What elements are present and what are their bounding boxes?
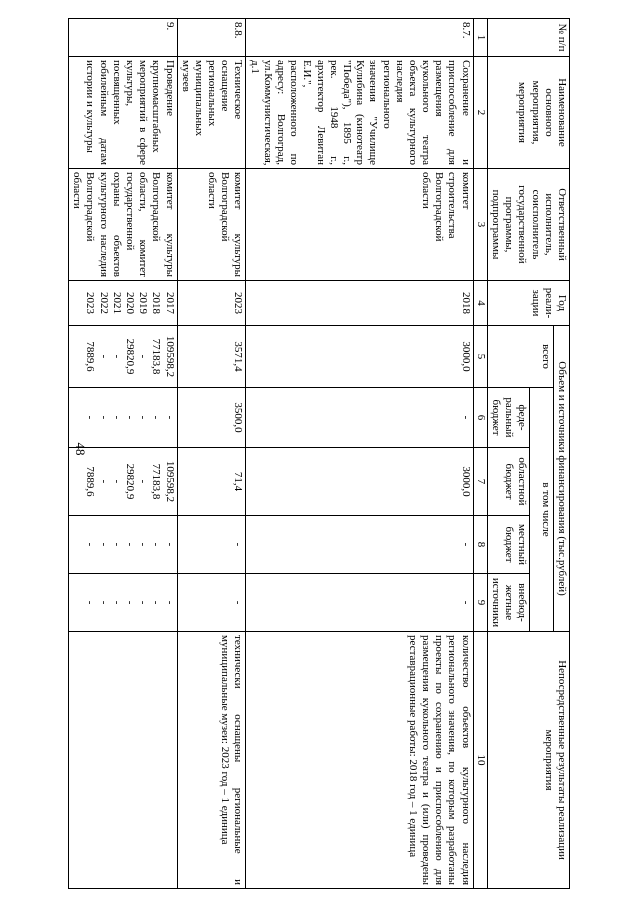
regional-value: - bbox=[97, 479, 110, 484]
col-number: 8 bbox=[473, 516, 487, 574]
total-value: 7889,6 bbox=[84, 341, 97, 372]
total-value: 29820,9 bbox=[124, 338, 136, 375]
header-funding: Объем и источники финансирования (тыс.рублей) bbox=[553, 326, 569, 632]
regional-value: 29820,9 bbox=[124, 463, 136, 500]
extra-cell bbox=[246, 574, 473, 632]
extra-value: - bbox=[137, 600, 150, 605]
total-value: 109598,2 bbox=[163, 335, 176, 378]
header-including: в том числе bbox=[530, 388, 553, 632]
total-cell bbox=[69, 326, 178, 388]
table-row bbox=[177, 19, 246, 889]
regional-value: 71,4 bbox=[232, 471, 245, 492]
regional-cell bbox=[177, 448, 246, 516]
local-value: - bbox=[110, 542, 123, 547]
executor-cell: комитет культуры Волгоградской области, комитет государственной охраны объектов культурного наследия Волгоградской области bbox=[69, 169, 178, 281]
regional-value: - bbox=[110, 479, 123, 484]
year-value: 2023 bbox=[84, 292, 97, 314]
header-total: всего bbox=[487, 326, 553, 388]
col-number: 1 bbox=[473, 19, 487, 57]
local-value: - bbox=[232, 542, 245, 547]
header-federal: феде-ральный бюджет bbox=[487, 388, 530, 448]
year-value: 2018 bbox=[150, 292, 163, 314]
header-local: местный бюджет bbox=[487, 516, 530, 574]
extra-value: - bbox=[459, 600, 472, 605]
extra-cell bbox=[69, 574, 178, 632]
header-year: Год реали-зации bbox=[487, 281, 569, 326]
federal-value: - bbox=[137, 415, 150, 420]
regional-value: 7889,6 bbox=[84, 466, 97, 497]
total-value: 3571,4 bbox=[232, 341, 245, 372]
extra-value: - bbox=[84, 600, 97, 605]
year-value: 2018 bbox=[459, 292, 472, 314]
extra-cell bbox=[177, 574, 246, 632]
header-name: Наименование основного мероприятия, мероприятия bbox=[487, 57, 569, 169]
col-number: 9 bbox=[473, 574, 487, 632]
years-cell bbox=[69, 281, 178, 326]
federal-value: - bbox=[97, 415, 110, 420]
table-row bbox=[69, 19, 178, 889]
col-number: 4 bbox=[473, 281, 487, 326]
col-number: 5 bbox=[473, 326, 487, 388]
local-value: - bbox=[163, 542, 176, 547]
regional-value: 109598,2 bbox=[163, 460, 176, 503]
rotated-page bbox=[70, 18, 570, 888]
federal-value: - bbox=[124, 415, 136, 420]
row-number: 8.7. bbox=[246, 19, 473, 57]
extra-value: - bbox=[110, 600, 123, 605]
regional-value: 77183,8 bbox=[150, 463, 163, 500]
extra-value: - bbox=[97, 600, 110, 605]
year-value: 2020 bbox=[124, 292, 136, 314]
col-number: 7 bbox=[473, 448, 487, 516]
local-value: - bbox=[137, 542, 150, 547]
results-cell: технически оснащены региональные и муниципальные музеи: 2023 год – 1 единица bbox=[177, 632, 246, 889]
federal-value: - bbox=[459, 415, 472, 420]
extra-value: - bbox=[124, 600, 136, 605]
row-number: 9. bbox=[69, 19, 178, 57]
total-value: - bbox=[110, 354, 123, 359]
activity-name: Проведение крупномасштабных мероприятий в сфере культуры, посвященных юбилейным датам истории и культуры bbox=[69, 57, 178, 169]
header-number: № п/п bbox=[487, 19, 569, 57]
federal-value: 3500,0 bbox=[232, 402, 245, 433]
year-value: 2017 bbox=[163, 292, 176, 314]
total-value: 3000,0 bbox=[459, 341, 472, 372]
program-table bbox=[68, 18, 570, 889]
activity-name: Сохранение и приспособление для размещения кукольного театра объекта культурного наследия регионального значения "Училище Кулибина (кинотеатр "Победа"), 1895 г., рек. 1948 г., архитектор Левитан Е.И.", расположенного по адресу: Волгоград, ул.Коммунистическая, д.1 bbox=[246, 57, 473, 169]
total-value: - bbox=[137, 354, 150, 359]
local-value: - bbox=[150, 542, 163, 547]
years-cell bbox=[177, 281, 246, 326]
results-cell: количество объектов культурного наследия регионального значения, по которым разработаны проекты по сохранению и приспособлению для размещения кукольного театра и (или) проведены реставрационные работы: 2018 год – 1 единица bbox=[246, 632, 473, 889]
total-cell bbox=[246, 326, 473, 388]
col-number: 10 bbox=[473, 632, 487, 889]
executor-cell: комитет строительства Волгоградской области bbox=[246, 169, 473, 281]
local-value: - bbox=[97, 542, 110, 547]
column-numbers-row bbox=[473, 19, 487, 889]
federal-value: - bbox=[150, 415, 163, 420]
year-value: 2019 bbox=[137, 292, 150, 314]
local-value: - bbox=[459, 542, 472, 547]
col-number: 2 bbox=[473, 57, 487, 169]
regional-value: 3000,0 bbox=[459, 466, 472, 497]
col-number: 6 bbox=[473, 388, 487, 448]
executor-cell: комитет культуры Волгоградской области bbox=[177, 169, 246, 281]
year-value: 2022 bbox=[97, 292, 110, 314]
total-value: - bbox=[97, 354, 110, 359]
local-cell bbox=[246, 516, 473, 574]
header-regional: областной бюджет bbox=[487, 448, 530, 516]
federal-cell bbox=[69, 388, 178, 448]
years-cell bbox=[246, 281, 473, 326]
extra-value: - bbox=[232, 600, 245, 605]
total-cell bbox=[177, 326, 246, 388]
results-cell bbox=[69, 632, 178, 889]
total-value: 77183,8 bbox=[150, 338, 163, 375]
federal-value: - bbox=[163, 415, 176, 420]
extra-value: - bbox=[150, 600, 163, 605]
local-cell bbox=[177, 516, 246, 574]
regional-cell bbox=[246, 448, 473, 516]
row-number: 8.8. bbox=[177, 19, 246, 57]
extra-value: - bbox=[163, 600, 176, 605]
local-cell bbox=[69, 516, 178, 574]
page-number: 48 bbox=[73, 442, 88, 456]
federal-value: - bbox=[84, 415, 97, 420]
activity-name: Техническое оснащение региональных муниципальных музеев bbox=[177, 57, 246, 169]
regional-cell bbox=[69, 448, 178, 516]
header-results: Непосредственные результаты реализации мероприятия bbox=[487, 632, 569, 889]
header-executor: Ответственный исполнитель, соисполнитель государственной программы, подпрограммы bbox=[487, 169, 569, 281]
col-number: 3 bbox=[473, 169, 487, 281]
federal-value: - bbox=[110, 415, 123, 420]
local-value: - bbox=[84, 542, 97, 547]
regional-value: - bbox=[137, 479, 150, 484]
federal-cell bbox=[177, 388, 246, 448]
federal-cell bbox=[246, 388, 473, 448]
table-row bbox=[246, 19, 473, 889]
header-extra: внебюд-жетные источники bbox=[487, 574, 530, 632]
year-value: 2023 bbox=[232, 292, 245, 314]
local-value: - bbox=[124, 542, 136, 547]
year-value: 2021 bbox=[110, 292, 123, 314]
